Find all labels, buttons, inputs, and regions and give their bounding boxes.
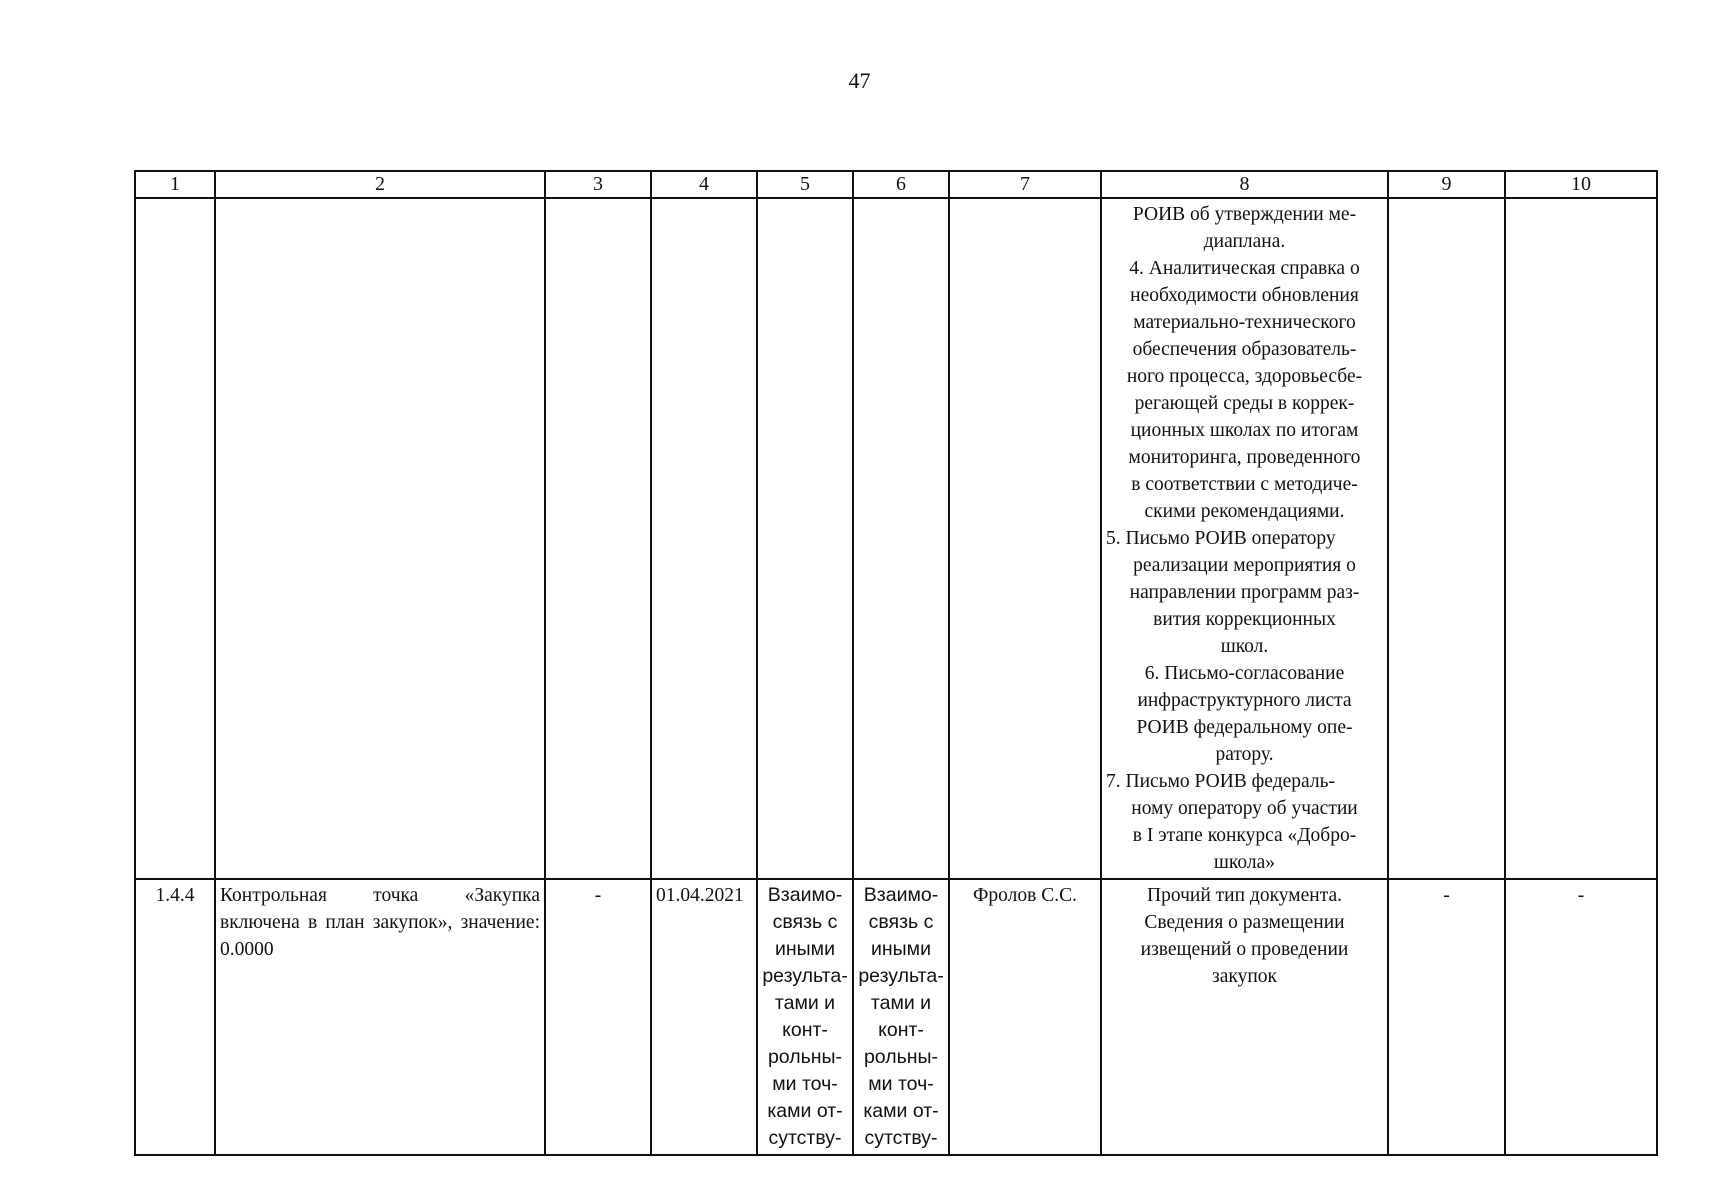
doc-line: необходимости обновления (1130, 285, 1359, 306)
cont-cell-2 (215, 198, 545, 879)
relation-line: ми точ- (868, 1073, 934, 1095)
header-col-8: 8 (1101, 171, 1388, 198)
header-col-4: 4 (651, 171, 757, 198)
relation-line: иными (775, 938, 835, 960)
doc-line: направлении программ раз- (1129, 582, 1360, 603)
doc-line: обеспечения образователь- (1132, 339, 1357, 360)
doc-line: в I этапе конкурса «Добро- (1132, 825, 1357, 846)
row-col5-relation (757, 879, 853, 1155)
doc-line: материально-технического (1133, 312, 1356, 333)
doc-line: РОИВ федеральному опе- (1136, 717, 1353, 738)
doc-line: 6. Письмо-согласование (1144, 663, 1345, 684)
relation-line: связь с (868, 911, 934, 933)
cont-cell-6 (853, 198, 949, 879)
doc-line: регающей среды в коррек- (1134, 393, 1355, 414)
row-responsible: Фролов С.С. (949, 879, 1101, 1155)
relation-line: ми точ- (772, 1073, 838, 1095)
doc-line: в соответствии с методиче- (1131, 474, 1358, 495)
doc-line: школ. (1220, 636, 1269, 657)
row-date: 01.04.2021 (651, 879, 757, 1155)
document-table (134, 170, 1658, 1156)
header-col-5: 5 (757, 171, 853, 198)
doc-line: закупок (1212, 966, 1277, 987)
page-number: 47 (848, 68, 871, 93)
doc-line: скими рекомендациями. (1144, 501, 1345, 522)
relation-line: иными (871, 938, 931, 960)
table-row-1-4-4 (135, 879, 1657, 1155)
relation-line: Взаимо- (767, 884, 843, 906)
relation-line: связь с (772, 911, 838, 933)
relation-line: тами и (870, 992, 932, 1014)
relation-line: рольны- (767, 1046, 843, 1068)
doc-line: ционных школах по итогам (1130, 420, 1359, 441)
row-number: 1.4.4 (135, 879, 215, 1155)
relation-line: ками от- (767, 1100, 843, 1122)
relation-line: Взаимо- (863, 884, 939, 906)
relation-line: конт- (878, 1019, 924, 1041)
doc-line: извещений о проведении (1140, 939, 1349, 960)
header-col-1: 1 (135, 171, 215, 198)
cont-cell-10 (1505, 198, 1657, 879)
row-col3-dash: - (545, 879, 651, 1155)
doc-line: ратору. (1215, 744, 1274, 765)
relation-line: результа- (762, 965, 848, 987)
doc-line: Прочий тип документа. (1147, 885, 1342, 906)
row-document-type (1101, 879, 1388, 1155)
cont-cell-7 (949, 198, 1101, 879)
cont-cell-9 (1388, 198, 1505, 879)
row-col10-dash: - (1505, 879, 1657, 1155)
cont-cell-3 (545, 198, 651, 879)
cont-cell-5 (757, 198, 853, 879)
row-col6-relation (853, 879, 949, 1155)
row-description: Контрольная точка «Закупка включена в план закупок», значение: 0.0000 (215, 879, 545, 1155)
doc-line: 5. Письмо РОИВ оператору (1106, 528, 1336, 549)
doc-line: мониторинга, проведенного (1128, 447, 1361, 468)
header-col-9: 9 (1388, 171, 1505, 198)
header-row (135, 171, 1657, 198)
doc-line: 4. Аналитическая справка о (1129, 258, 1360, 279)
doc-line: инфраструктурного листа (1137, 690, 1352, 711)
doc-line: Сведения о размещении (1144, 912, 1345, 933)
relation-line: ками от- (863, 1100, 939, 1122)
header-col-6: 6 (853, 171, 949, 198)
row-col9-dash: - (1388, 879, 1505, 1155)
doc-line: реализации мероприятия о (1133, 555, 1356, 576)
table-row-continuation (135, 198, 1657, 879)
cont-cell-4 (651, 198, 757, 879)
relation-line: сутству- (768, 1127, 842, 1149)
cont-cell-8-documents (1101, 198, 1388, 879)
relation-line: конт- (782, 1019, 828, 1041)
header-col-7: 7 (949, 171, 1101, 198)
doc-line: ного процесса, здоровьесбе- (1126, 366, 1363, 387)
doc-line: РОИВ об утверждении ме- (1132, 204, 1357, 225)
doc-line: диаплана. (1203, 231, 1286, 252)
header-col-2: 2 (215, 171, 545, 198)
cont-cell-1 (135, 198, 215, 879)
relation-line: рольны- (863, 1046, 939, 1068)
header-col-10: 10 (1505, 171, 1657, 198)
relation-line: сутству- (864, 1127, 938, 1149)
doc-line: ному оператору об участии (1131, 798, 1358, 819)
doc-line: 7. Письмо РОИВ федераль- (1106, 771, 1335, 792)
doc-line: вития коррекционных (1153, 609, 1336, 630)
relation-line: тами и (774, 992, 836, 1014)
header-col-3: 3 (545, 171, 651, 198)
relation-line: результа- (858, 965, 944, 987)
doc-line: школа» (1213, 852, 1276, 873)
